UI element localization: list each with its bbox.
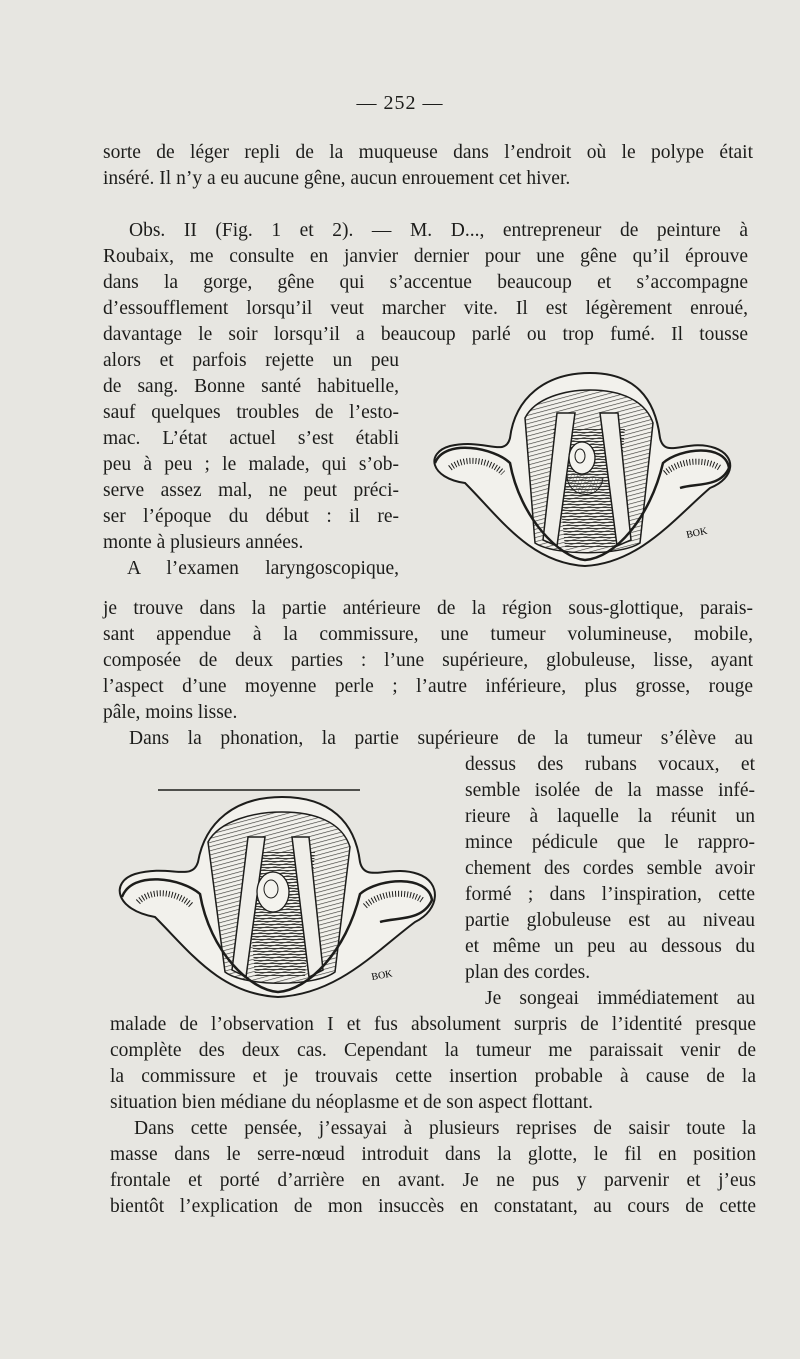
text-line: sant appendue à la commissure, une tumeur volumineuse, mobile, — [103, 624, 753, 645]
text-line: mince pédicule que le rappro- — [465, 832, 755, 853]
text-line: l’aspect d’une moyenne perle ; l’autre inférieure, plus grosse, rouge — [103, 676, 753, 697]
text-line: bientôt l’explication de mon insuccès en constatant, au cours de cette — [110, 1196, 756, 1217]
page-number: — 252 — — [356, 92, 444, 114]
text-line: formé ; dans l’inspiration, cette — [465, 884, 755, 905]
text-line: de sang. Bonne santé habituelle, — [103, 376, 399, 397]
paragraph-observation — [103, 218, 748, 348]
text-line: dans la gorge, gêne qui s’accentue beaucoup et s’accompagne — [103, 272, 748, 293]
paragraph-right-column — [465, 752, 755, 1012]
figure-signature: BOK — [370, 968, 394, 983]
text-line: sorte de léger repli de la muqueuse dans l’endroit où le polype était — [103, 142, 753, 163]
paragraph-conclusion — [110, 1012, 756, 1220]
text-line: la commissure et je trouvais cette insertion probable à cause de la — [110, 1066, 756, 1087]
text-line: masse dans le serre-nœud introduit dans la glotte, le fil en position — [110, 1144, 756, 1165]
text-line: partie globuleuse est au niveau — [465, 910, 755, 931]
text-line: chement des cordes semble avoir — [465, 858, 755, 879]
text-line: peu à peu ; le malade, qui s’ob- — [103, 454, 399, 475]
text-line: situation bien médiane du néoplasme et de son aspect flottant. — [110, 1092, 594, 1113]
text-line: Dans cette pensée, j’essayai à plusieurs reprises de saisir toute la — [134, 1118, 756, 1139]
text-line: Obs. II (Fig. 1 et 2). — M. D..., entrepreneur de peinture à — [129, 220, 748, 241]
figure-larynx-2 — [110, 782, 445, 1002]
text-line: malade de l’observation I et fus absolument surpris de l’identité presque — [110, 1014, 756, 1035]
text-line: dessus des rubans vocaux, et — [465, 754, 755, 775]
text-line: frontale et porté d’arrière en avant. Je ne pus y parvenir et j’eus — [110, 1170, 756, 1191]
text-line: complète des deux cas. Cependant la tumeur me paraissait venir de — [110, 1040, 756, 1061]
text-line: composée de deux parties : l’une supérieure, globuleuse, lisse, ayant — [103, 650, 753, 671]
text-line: inséré. Il n’y a eu aucune gêne, aucun enrouement cet hiver. — [103, 168, 571, 189]
text-line: plan des cordes. — [465, 962, 591, 983]
text-line: et même un peu au dessous du — [465, 936, 755, 957]
text-line: semble isolée de la masse infé- — [465, 780, 755, 801]
text-line: d’essoufflement lorsqu’il veut marcher vite. Il est légèrement enroué, — [103, 298, 748, 319]
paragraph-continuation — [103, 140, 753, 192]
text-line: Je songeai immédiatement au — [485, 988, 755, 1009]
text-line: Dans la phonation, la partie supérieure de la tumeur s’élève au — [129, 728, 753, 749]
paragraph-main — [103, 596, 753, 752]
figure-larynx-1 — [425, 368, 737, 573]
text-line: serve assez mal, ne peut préci- — [103, 480, 399, 501]
text-line: sauf quelques troubles de l’esto- — [103, 402, 399, 423]
figure-signature: BOK — [685, 525, 709, 541]
text-line: alors et parfois rejette un peu — [103, 350, 399, 371]
text-line: rieure à laquelle la réunit un — [465, 806, 755, 827]
text-line: mac. L’état actuel s’est établi — [103, 428, 399, 449]
text-line: davantage le soir lorsqu’il a beaucoup parlé ou trop fumé. Il tousse — [103, 324, 748, 345]
text-line: ser l’époque du début : il re- — [103, 506, 399, 527]
text-line: monte à plusieurs années. — [103, 532, 304, 553]
text-line: Roubaix, me consulte en janvier dernier pour une gêne qu’il éprouve — [103, 246, 748, 267]
text-line: pâle, moins lisse. — [103, 702, 238, 723]
paragraph-left-column — [103, 348, 399, 582]
text-line: A l’examen laryngoscopique, — [127, 558, 399, 579]
text-line: je trouve dans la partie antérieure de la région sous-glottique, parais- — [103, 598, 753, 619]
